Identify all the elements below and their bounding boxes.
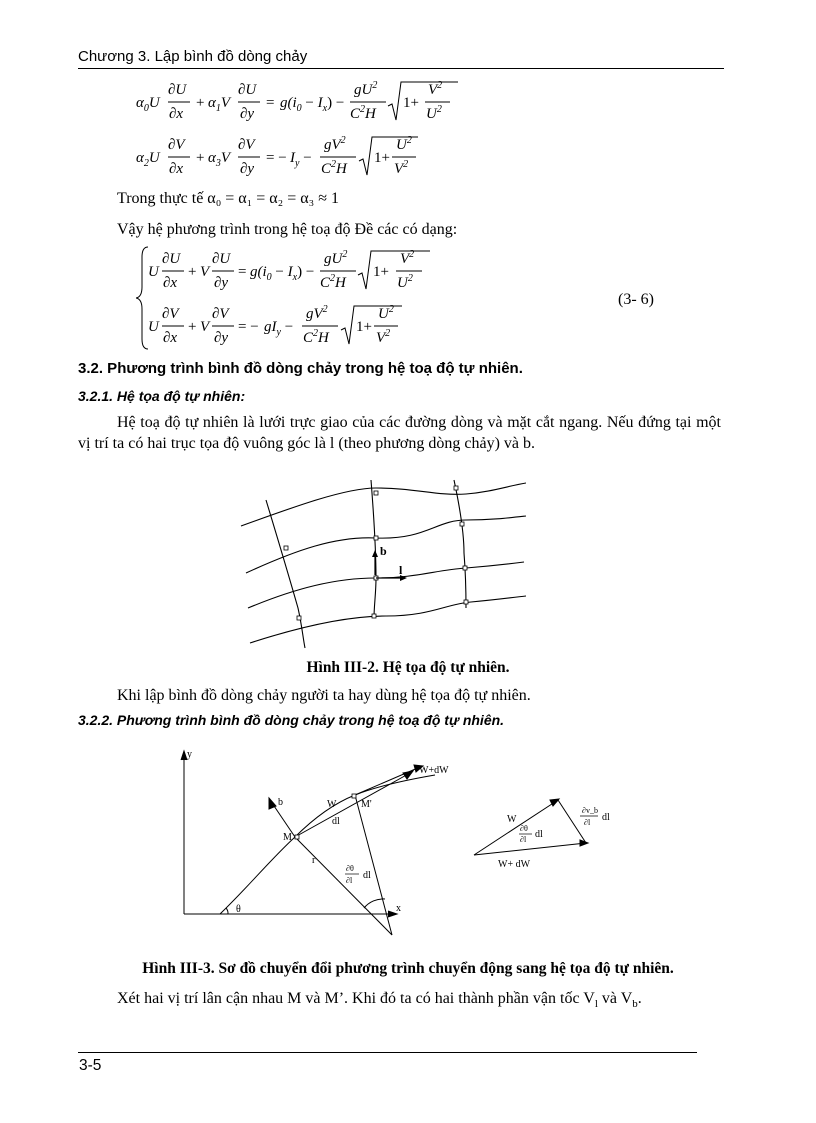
svg-text:1+: 1+	[373, 264, 389, 280]
svg-text:1+: 1+	[403, 95, 419, 111]
system-equations	[136, 243, 446, 353]
svg-text:∂x: ∂x	[163, 275, 178, 291]
coordinate-transform-figure	[170, 745, 630, 950]
angle-arc	[364, 899, 385, 908]
label-l: l	[399, 563, 403, 577]
section-3-2-1-title: 3.2.1. Hệ tọa độ tự nhiên:	[78, 388, 246, 404]
svg-text:U2: $U^2$	[378, 304, 394, 322]
svg-text:∂U: ∂U	[168, 82, 187, 98]
system-equation-2	[148, 304, 402, 346]
dtheta-denominator: ∂l	[346, 876, 353, 885]
svg-text:∂U: ∂U	[238, 82, 257, 98]
dtheta-numerator: ∂θ	[346, 864, 354, 873]
equation-number: (3- 6)	[618, 291, 654, 308]
svg-text:α1V: $\alpha_1V$	[208, 95, 231, 114]
cross-section-line	[454, 480, 466, 608]
streamline-curve	[220, 775, 435, 914]
note-text: Trong thực tế α₀ = α₁ = α₂ = α₃ ≈ 1	[117, 190, 339, 207]
equation-1	[136, 80, 458, 122]
intro-system-text: Vậy hệ phương trình trong hệ toạ độ Đề các có dạng:	[117, 221, 458, 238]
label-dl-arc: dl	[363, 870, 371, 881]
svg-text:U2: $U^2$	[397, 273, 413, 291]
svg-text:∂U: ∂U	[162, 251, 181, 267]
svg-text:∂V: ∂V	[238, 137, 255, 153]
svg-text:U: U	[148, 319, 159, 335]
tri-dvb-den: ∂l	[584, 818, 591, 827]
section-3-2-2-title: 3.2.2. Phương trình bình đồ dòng chảy trong hệ toạ độ tự nhiên.	[78, 712, 505, 728]
svg-text:∂V: ∂V	[162, 306, 179, 322]
cross-section-line	[266, 500, 305, 648]
svg-text:∂y: ∂y	[214, 275, 229, 291]
svg-text:+: +	[196, 150, 205, 166]
svg-text:1+: 1+	[356, 319, 372, 335]
svg-text:V2: $V^2$	[376, 328, 391, 346]
tri-label-W-dW: W+ dW	[498, 859, 531, 870]
svg-text:∂U: ∂U	[212, 251, 231, 267]
tri-dvb-num: ∂v_b	[582, 806, 598, 815]
svg-text:g(i0 − Ix) −: $g(i_0 - I_x)$ −	[250, 264, 315, 283]
svg-text:∂x: ∂x	[169, 161, 184, 177]
equation-2	[136, 135, 418, 177]
top-equations	[128, 74, 488, 180]
label-W-plus-dW: W+dW	[419, 765, 449, 776]
svg-text:∂x: ∂x	[163, 330, 178, 346]
svg-text:U: U	[148, 264, 159, 280]
triangle-W	[474, 800, 558, 855]
tri-label-W: W	[507, 814, 517, 825]
svg-text:∂y: ∂y	[214, 330, 229, 346]
svg-text:g(i0 − Ix) −: $g(i_0 - I_x)$ −	[280, 95, 345, 114]
label-r: r	[312, 855, 316, 866]
section-3-2-title: 3.2. Phương trình bình đồ dòng chảy trong hệ toạ độ tự nhiên.	[78, 360, 523, 377]
natural-grid-figure	[236, 478, 526, 653]
label-y: y	[187, 749, 192, 760]
tri-dtheta-num: ∂θ	[520, 824, 528, 833]
footer-divider	[78, 1052, 697, 1053]
section-3-2-1-paragraph: Hệ toạ độ tự nhiên là lưới trực giao của các đường dòng và mặt cắt ngang. Nếu đứng tại một vị trí ta có hai trục tọa độ vuông góc là l (theo phương dòng chảy) và b.	[78, 414, 721, 452]
svg-text:α0U: $\alpha_0U$	[136, 95, 160, 114]
triangle-W-dW	[474, 843, 586, 855]
velocity-W	[295, 773, 410, 837]
cross-section-line	[371, 480, 376, 618]
chapter-header: Chương 3. Lập bình đồ dòng chảy	[78, 48, 308, 65]
tri-label-dl2: dl	[602, 812, 610, 823]
svg-text:V2: $V^2$	[400, 249, 415, 267]
svg-text:+: +	[188, 264, 197, 280]
svg-text:U2: $U^2$	[396, 135, 412, 153]
theta-arc	[226, 908, 228, 914]
svg-text:C2H: $C^2H$	[303, 328, 329, 346]
label-dl: dl	[332, 816, 340, 827]
svg-text:V: V	[200, 319, 210, 335]
svg-text:∂V: ∂V	[168, 137, 185, 153]
svg-text:∂y: ∂y	[240, 161, 255, 177]
velocity-triangle	[474, 799, 588, 855]
svg-text:1+: 1+	[374, 150, 390, 166]
label-M-prime: M'	[361, 799, 372, 810]
svg-text:α2U: $\alpha_2U$	[136, 150, 160, 169]
last-paragraph: Xét hai vị trí lân cận nhau M và M’. Khi đó ta có hai thành phần vận tốc $V_l$ và $V_b$.	[117, 990, 642, 1011]
label-b: b	[278, 797, 283, 808]
svg-text:∂y: ∂y	[240, 106, 255, 122]
svg-text:+: +	[188, 319, 197, 335]
svg-text:U2: $U^2$	[426, 104, 442, 122]
tri-dtheta-den: ∂l	[520, 835, 527, 844]
svg-text:V2: $V^2$	[394, 159, 409, 177]
svg-text:=: =	[238, 264, 247, 280]
label-M: M	[283, 832, 292, 843]
system-equation-1	[148, 249, 430, 291]
svg-text:+: +	[196, 95, 205, 111]
figure-2-caption: Hình III-2. Hệ tọa độ tự nhiên.	[306, 659, 510, 676]
svg-text:V: V	[200, 264, 210, 280]
svg-text:C2H: $C^2H$	[350, 104, 376, 122]
svg-text:C2H: $C^2H$	[321, 159, 347, 177]
svg-text:C2H: $C^2H$	[320, 273, 346, 291]
svg-text:gIy −: $gI_y$ −	[264, 319, 294, 338]
figure-3-caption: Hình III-3. Sơ đồ chuyển đổi phương trình chuyển động sang hệ tọa độ tự nhiên.	[142, 960, 674, 977]
svg-text:=: =	[266, 95, 275, 111]
header-divider	[78, 68, 724, 69]
svg-text:V2: $V^2$	[428, 80, 443, 98]
svg-text:gV2: $gV^2$	[306, 304, 328, 322]
label-b: b	[380, 544, 387, 558]
svg-text:∂V: ∂V	[212, 306, 229, 322]
svg-text:∂x: ∂x	[169, 106, 184, 122]
svg-text:α3V: $\alpha_3V$	[208, 150, 231, 169]
page-number: 3-5	[79, 1057, 102, 1074]
streamline	[250, 596, 526, 643]
svg-text:gV2: $gV^2$	[324, 135, 346, 153]
svg-text:= −: = −	[238, 319, 259, 335]
svg-text:= −: = −	[266, 150, 287, 166]
svg-text:Iy −: $I_y$ −	[290, 150, 312, 169]
velocity-W-dW	[355, 767, 420, 795]
label-theta: θ	[236, 904, 241, 915]
svg-text:gU2: $gU^2$	[354, 80, 378, 98]
label-x: x	[396, 903, 401, 914]
label-W: W	[327, 799, 337, 810]
after-figure-2-text: Khi lập bình đồ dòng chảy người ta hay dùng hệ tọa độ tự nhiên.	[117, 687, 531, 704]
radius-line-1	[295, 837, 392, 935]
tri-label-dl: dl	[535, 829, 543, 840]
svg-text:gU2: $gU^2$	[324, 249, 348, 267]
